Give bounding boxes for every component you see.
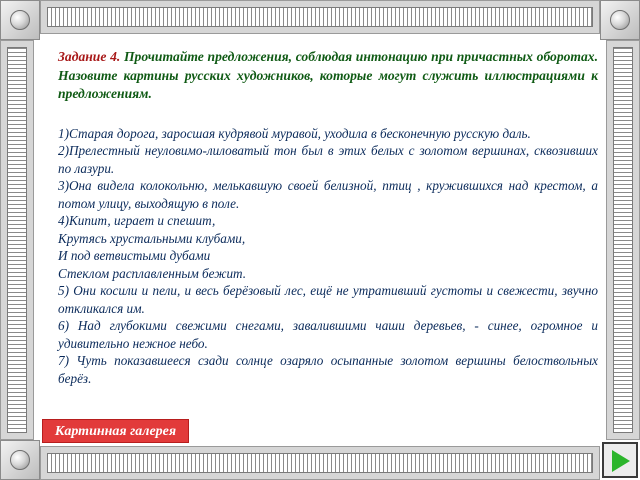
sentence-item: 5) Они косили и пели, и весь берёзовый лес, ещё не утративший густоты и свежести, звучно откликался им. (58, 283, 598, 316)
sentence-item: 6) Над глубокими свежими снегами, завалившими чаши деревьев, - синее, огромное и удивительно нежное небо. (58, 318, 598, 351)
sentence-item: 7) Чуть показавшееся сзади солнце озаряло осыпанные золотом вершины белоствольных берёз. (58, 353, 598, 386)
frame-left (0, 40, 34, 440)
corner-bottom-left (0, 440, 40, 480)
sentence-item: 1)Старая дорога, заросшая кудрявой муравой, уходила в бесконечную русскую даль. (58, 125, 531, 141)
sentence-item: 2)Прелестный неуловимо-лиловатый тон был в этих белых с золотом вершинах, сквозивших по лазури. (58, 143, 598, 176)
rivet-knob-icon (610, 10, 630, 30)
rivet-knob-icon (10, 450, 30, 470)
frame-right (606, 40, 640, 440)
slide-content (58, 36, 598, 436)
task-text: Прочитайте предложения, соблюдая интонацию при причастных оборотах. Назовите картины русских художников, которые могут служить иллюстрациями к предложениям. (58, 49, 599, 101)
next-arrow-icon (612, 450, 630, 472)
sentence-item: 3)Она видела колокольню, мелькавшую своей белизной, птиц , кружившихся над крестом, а потом улицу, выходящую в поле. (58, 178, 598, 211)
frame-top (40, 0, 600, 34)
next-slide-button[interactable] (602, 442, 638, 478)
gallery-button[interactable]: Картинная галерея (42, 419, 189, 443)
frame-bottom (40, 446, 600, 480)
corner-top-right (600, 0, 640, 40)
task-heading (58, 48, 598, 104)
poem-line: Крутясь хрустальными клубами, (58, 230, 246, 246)
task-number: Задание 4. (58, 49, 121, 64)
rivet-knob-icon (10, 10, 30, 30)
corner-top-left (0, 0, 40, 40)
poem-line: 4)Кипит, играет и спешит, (58, 213, 216, 228)
poem-line: И под ветвистыми дубами (58, 248, 211, 263)
poem-line: Стеклом расплавленным бежит. (58, 265, 247, 281)
